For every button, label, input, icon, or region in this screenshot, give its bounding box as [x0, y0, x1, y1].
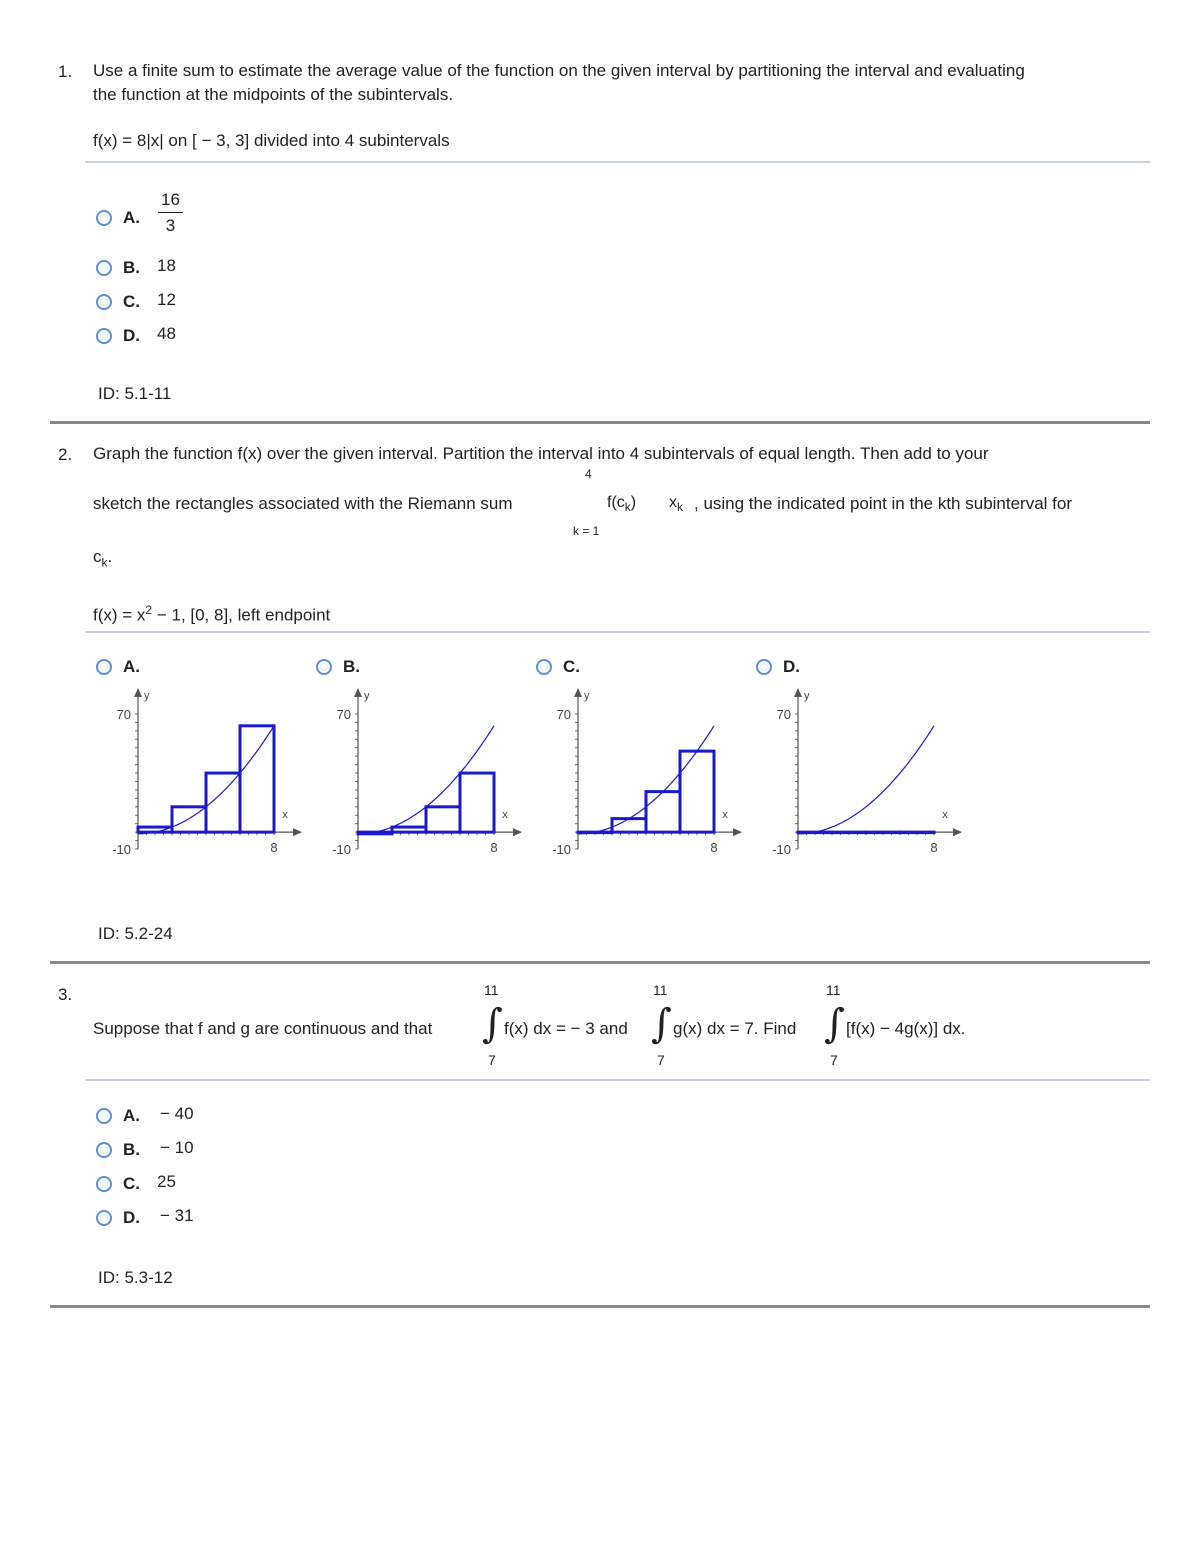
question-id: ID: 5.1-11: [98, 384, 172, 403]
question-number: 3.: [58, 985, 73, 1004]
sum-term: [607, 494, 636, 514]
radio-button[interactable]: [756, 659, 772, 675]
sum-upper-limit: 4: [585, 467, 592, 481]
x-tick-label: 8: [930, 840, 938, 856]
x-axis-arrow: [733, 828, 742, 836]
divider: [85, 631, 1150, 633]
integral-sign: ∫: [482, 1001, 503, 1047]
graph-a: [105, 685, 310, 860]
radio-button[interactable]: [96, 1176, 112, 1192]
y-tick-label: -10: [332, 842, 351, 857]
x-tick-label: 8: [490, 840, 498, 856]
radio-button[interactable]: [96, 294, 112, 310]
radio-button[interactable]: [96, 260, 112, 276]
radio-button[interactable]: [96, 1108, 112, 1124]
divider: [85, 1079, 1150, 1081]
y-axis-label: y: [584, 690, 590, 702]
question-text: Graph the function f(x) over the given interval. Partition the interval into 4 subintervals of equal length. Then add to your: [93, 444, 989, 463]
radio-button[interactable]: [316, 659, 332, 675]
choice-value: − 31: [160, 1206, 194, 1225]
riemann-rectangle: [392, 827, 426, 832]
choice-letter: D.: [123, 1208, 140, 1227]
choice-letter: A.: [123, 208, 140, 227]
y-axis-arrow: [134, 688, 142, 697]
y-tick-label: 70: [776, 707, 791, 722]
subscript: k: [624, 500, 631, 515]
question-number: 2.: [58, 445, 73, 464]
sum-function: f(c: [607, 494, 625, 511]
lower-limit: 7: [488, 1052, 496, 1068]
integrand: [f(x) − 4g(x)] dx.: [846, 1019, 966, 1038]
upper-limit: 11: [484, 982, 499, 998]
y-tick-label: 70: [116, 707, 131, 722]
graph-d: [765, 685, 970, 860]
radio-button[interactable]: [96, 1210, 112, 1226]
subscript: k: [677, 500, 683, 515]
riemann-rectangle: [240, 726, 274, 832]
delta-x-var: x: [669, 494, 677, 511]
lower-limit: 7: [657, 1052, 665, 1068]
y-axis-label: y: [144, 690, 150, 702]
riemann-rectangle: [460, 773, 494, 832]
x-axis-arrow: [513, 828, 522, 836]
paren: ): [630, 494, 637, 511]
x-axis-label: x: [722, 809, 728, 822]
riemann-rectangle: [832, 832, 866, 833]
choice-letter: A.: [123, 657, 140, 676]
y-axis-label: y: [804, 690, 810, 702]
x-axis-label: x: [942, 809, 948, 822]
fraction: [158, 190, 183, 236]
function-tail: − 1, [0, 8], left endpoint: [152, 605, 331, 625]
radio-button[interactable]: [96, 210, 112, 226]
y-axis-arrow: [794, 688, 802, 697]
choice-value: 25: [157, 1172, 176, 1191]
upper-limit: 11: [826, 982, 841, 998]
radio-button[interactable]: [96, 328, 112, 344]
question-text: , using the indicated point in the kth subinterval for: [694, 494, 1073, 513]
integrand: g(x) dx = 7. Find: [673, 1019, 797, 1038]
exponent: 2: [145, 603, 153, 617]
question-id: ID: 5.3-12: [98, 1268, 173, 1287]
choice-letter: C.: [123, 292, 140, 311]
x-tick-label: 8: [270, 840, 278, 856]
choice-value: 18: [157, 256, 176, 275]
delta-x: [669, 494, 683, 514]
subscript: k: [101, 555, 108, 570]
choice-letter: D.: [783, 657, 800, 676]
function-definition: f(x) = 8|x| on [ − 3, 3] divided into 4 subintervals: [93, 131, 450, 150]
function-definition: [93, 598, 330, 628]
y-axis-arrow: [574, 688, 582, 697]
integrand: f(x) dx = − 3 and: [504, 1019, 628, 1038]
y-tick-label: -10: [112, 842, 131, 857]
riemann-rectangle: [426, 807, 460, 832]
question-separator: [50, 961, 1150, 964]
question-number: 1.: [58, 62, 73, 81]
choice-letter: B.: [123, 258, 140, 277]
y-tick-label: -10: [772, 842, 791, 857]
integral-sign: ∫: [651, 1001, 672, 1047]
riemann-rectangle: [866, 832, 900, 833]
question-text: sketch the rectangles associated with the Riemann sum: [93, 494, 513, 513]
x-axis-label: x: [282, 809, 288, 822]
x-axis-label: x: [502, 809, 508, 822]
y-axis-label: y: [364, 690, 370, 702]
question-separator: [50, 421, 1150, 424]
question-separator: [50, 1305, 1150, 1308]
radio-button[interactable]: [96, 659, 112, 675]
question-text: Use a finite sum to estimate the average value of the function on the given interval by partitioning the interval and evaluating: [93, 61, 1025, 80]
y-axis-arrow: [354, 688, 362, 697]
y-tick-label: -10: [552, 842, 571, 857]
x-axis-arrow: [293, 828, 302, 836]
integral-sign: ∫: [824, 1001, 845, 1047]
choice-letter: C.: [123, 1174, 140, 1193]
choice-letter: B.: [343, 657, 360, 676]
choice-letter: C.: [563, 657, 580, 676]
choice-letter: D.: [123, 326, 140, 345]
function-curve: [798, 726, 934, 834]
question-text: the function at the midpoints of the subintervals.: [93, 85, 454, 104]
denominator: 3: [165, 216, 176, 235]
choice-value: 48: [157, 324, 176, 343]
function-base: f(x) = x: [93, 605, 146, 625]
lower-limit: 7: [830, 1052, 838, 1068]
choice-value: 12: [157, 290, 176, 309]
divider: [85, 161, 1150, 163]
y-tick-label: 70: [336, 707, 351, 722]
numerator: 16: [158, 190, 183, 213]
graph-c: [545, 685, 750, 860]
x-axis-arrow: [953, 828, 962, 836]
choice-letter: B.: [123, 1140, 140, 1159]
radio-button[interactable]: [536, 659, 552, 675]
choice-value: − 40: [160, 1104, 194, 1123]
x-tick-label: 8: [710, 840, 718, 856]
y-tick-label: 70: [556, 707, 571, 722]
question-id: ID: 5.2-24: [98, 924, 173, 943]
upper-limit: 11: [653, 982, 668, 998]
period: .: [107, 547, 113, 566]
graph-b: [325, 685, 530, 860]
radio-button[interactable]: [96, 1142, 112, 1158]
question-text: Suppose that f and g are continuous and that: [93, 1019, 433, 1038]
riemann-rectangle: [680, 751, 714, 832]
ck-var: c: [93, 547, 102, 566]
ck-text: [93, 545, 112, 574]
choice-value: − 10: [160, 1138, 194, 1157]
riemann-rectangle: [646, 792, 680, 833]
riemann-rectangle: [138, 827, 172, 832]
riemann-rectangle: [900, 832, 934, 833]
sum-lower-limit: k = 1: [573, 524, 600, 538]
choice-letter: A.: [123, 1106, 140, 1125]
